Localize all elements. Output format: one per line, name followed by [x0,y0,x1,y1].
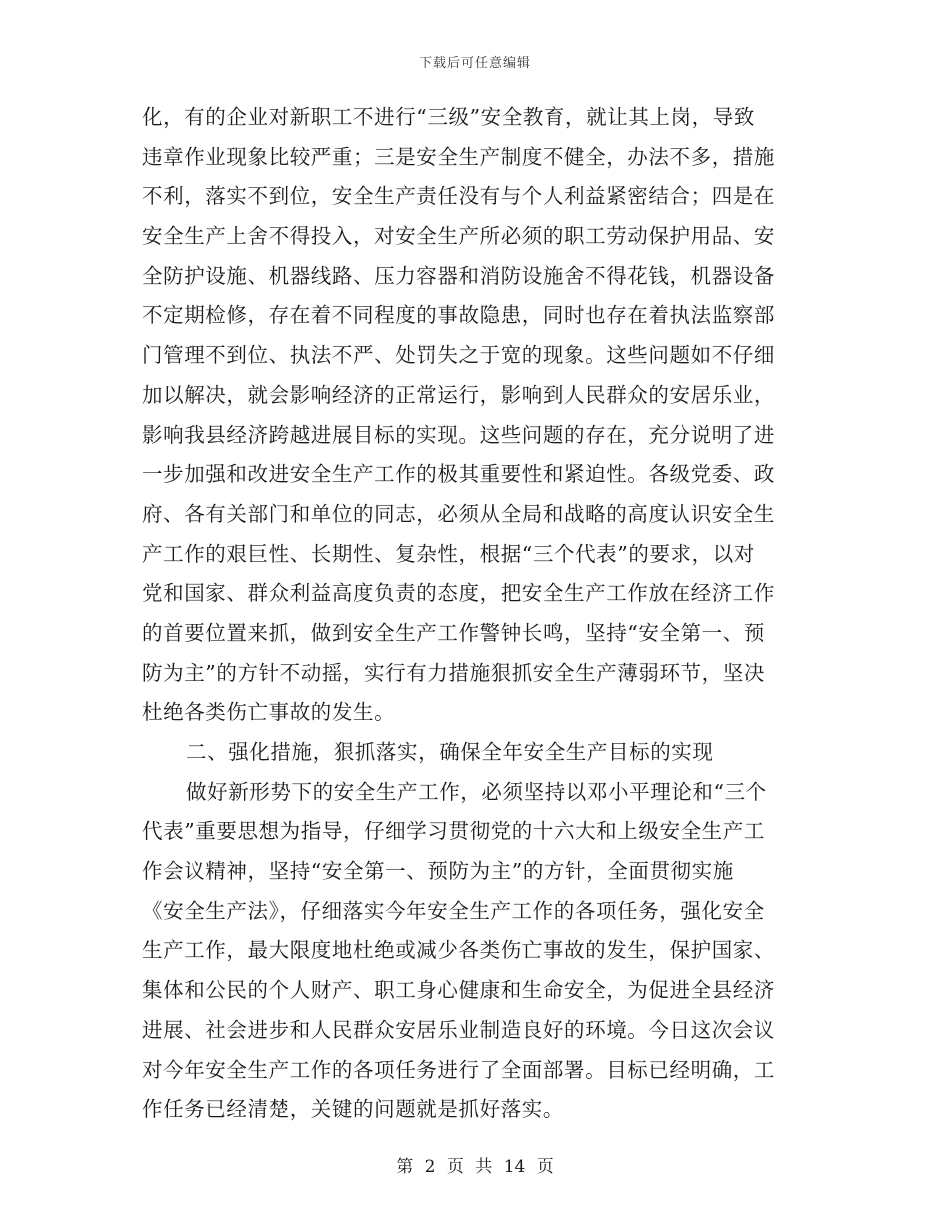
body-line: 防为主”的方针不动摇，实行有力措施狠抓安全生产薄弱环节，坚决 [142,660,765,685]
body-line: 作任务已经清楚，关键的问题就是抓好落实。 [142,1097,564,1122]
body-line: 不利，落实不到位，安全生产责任没有与个人利益紧密结合；四是在 [142,184,775,209]
body-line: 进展、社会进步和人民群众安居乐业制造良好的环境。今日这次会议 [142,1017,775,1042]
body-line: 生产工作，最大限度地杜绝或减少各类伤亡事故的发生，保护国家、 [142,938,775,963]
body-line: 加以解决，就会影响经济的正常运行，影响到人民群众的安居乐业， [142,382,775,407]
body-line: 集体和公民的个人财产、职工身心健康和生命安全，为促进全县经济 [142,978,775,1003]
body-line: 产工作的艰巨性、长期性、复杂性，根据“三个代表”的要求，以对 [142,541,755,566]
body-line: 影响我县经济跨越进展目标的实现。这些问题的存在，充分说明了进 [142,422,775,447]
page-header: 下载后可任意编辑 [418,56,531,71]
body-line: 违章作业现象比较严重；三是安全生产制度不健全，办法不多，措施 [142,144,775,169]
body-line: 不定期检修，存在着不同程度的事故隐患，同时也存在着执法监察部 [142,303,775,328]
document-body [142,98,810,1130]
page-number-footer: 第 2 页 共 14 页 [396,1157,554,1177]
body-line: 作会议精神，坚持“安全第一、预防为主”的方针，全面贯彻实施 [142,859,734,884]
body-line: 全防护设施、机器线路、压力容器和消防设施舍不得花钱，机器设备 [142,263,775,288]
body-line: 门管理不到位、执法不严、处罚失之于宽的现象。这些问题如不仔细 [142,343,775,368]
body-line: 一步加强和改进安全生产工作的极其重要性和紧迫性。各级党委、政 [142,462,775,487]
body-line: 安全生产上舍不得投入，对安全生产所必须的职工劳动保护用品、安 [142,224,775,249]
body-line: 府、各有关部门和单位的同志，必须从全局和战略的高度认识安全生 [142,501,775,526]
body-line: 的首要位置来抓，做到安全生产工作警钟长鸣，坚持“安全第一、预 [142,620,765,645]
section-heading: 二、强化措施，狠抓落实，确保全年安全生产目标的实现 [186,740,714,764]
paragraph-first-line: 做好新形势下的安全生产工作，必须坚持以邓小平理论和“三个 [186,779,767,804]
body-line: 代表”重要思想为指导，仔细学习贯彻党的十六大和上级安全生产工 [142,819,765,844]
body-line: 杜绝各类伤亡事故的发生。 [142,700,396,725]
body-line: 《安全生产法》，仔细落实今年安全生产工作的各项任务，强化安全 [142,898,765,923]
body-line: 党和国家、群众利益高度负责的态度，把安全生产工作放在经济工作 [142,581,775,606]
body-line: 对今年安全生产工作的各项任务进行了全面部署。目标已经明确，工 [142,1057,775,1082]
body-line: 化，有的企业对新职工不进行“三级”安全教育，就让其上岗，导致 [142,105,755,129]
